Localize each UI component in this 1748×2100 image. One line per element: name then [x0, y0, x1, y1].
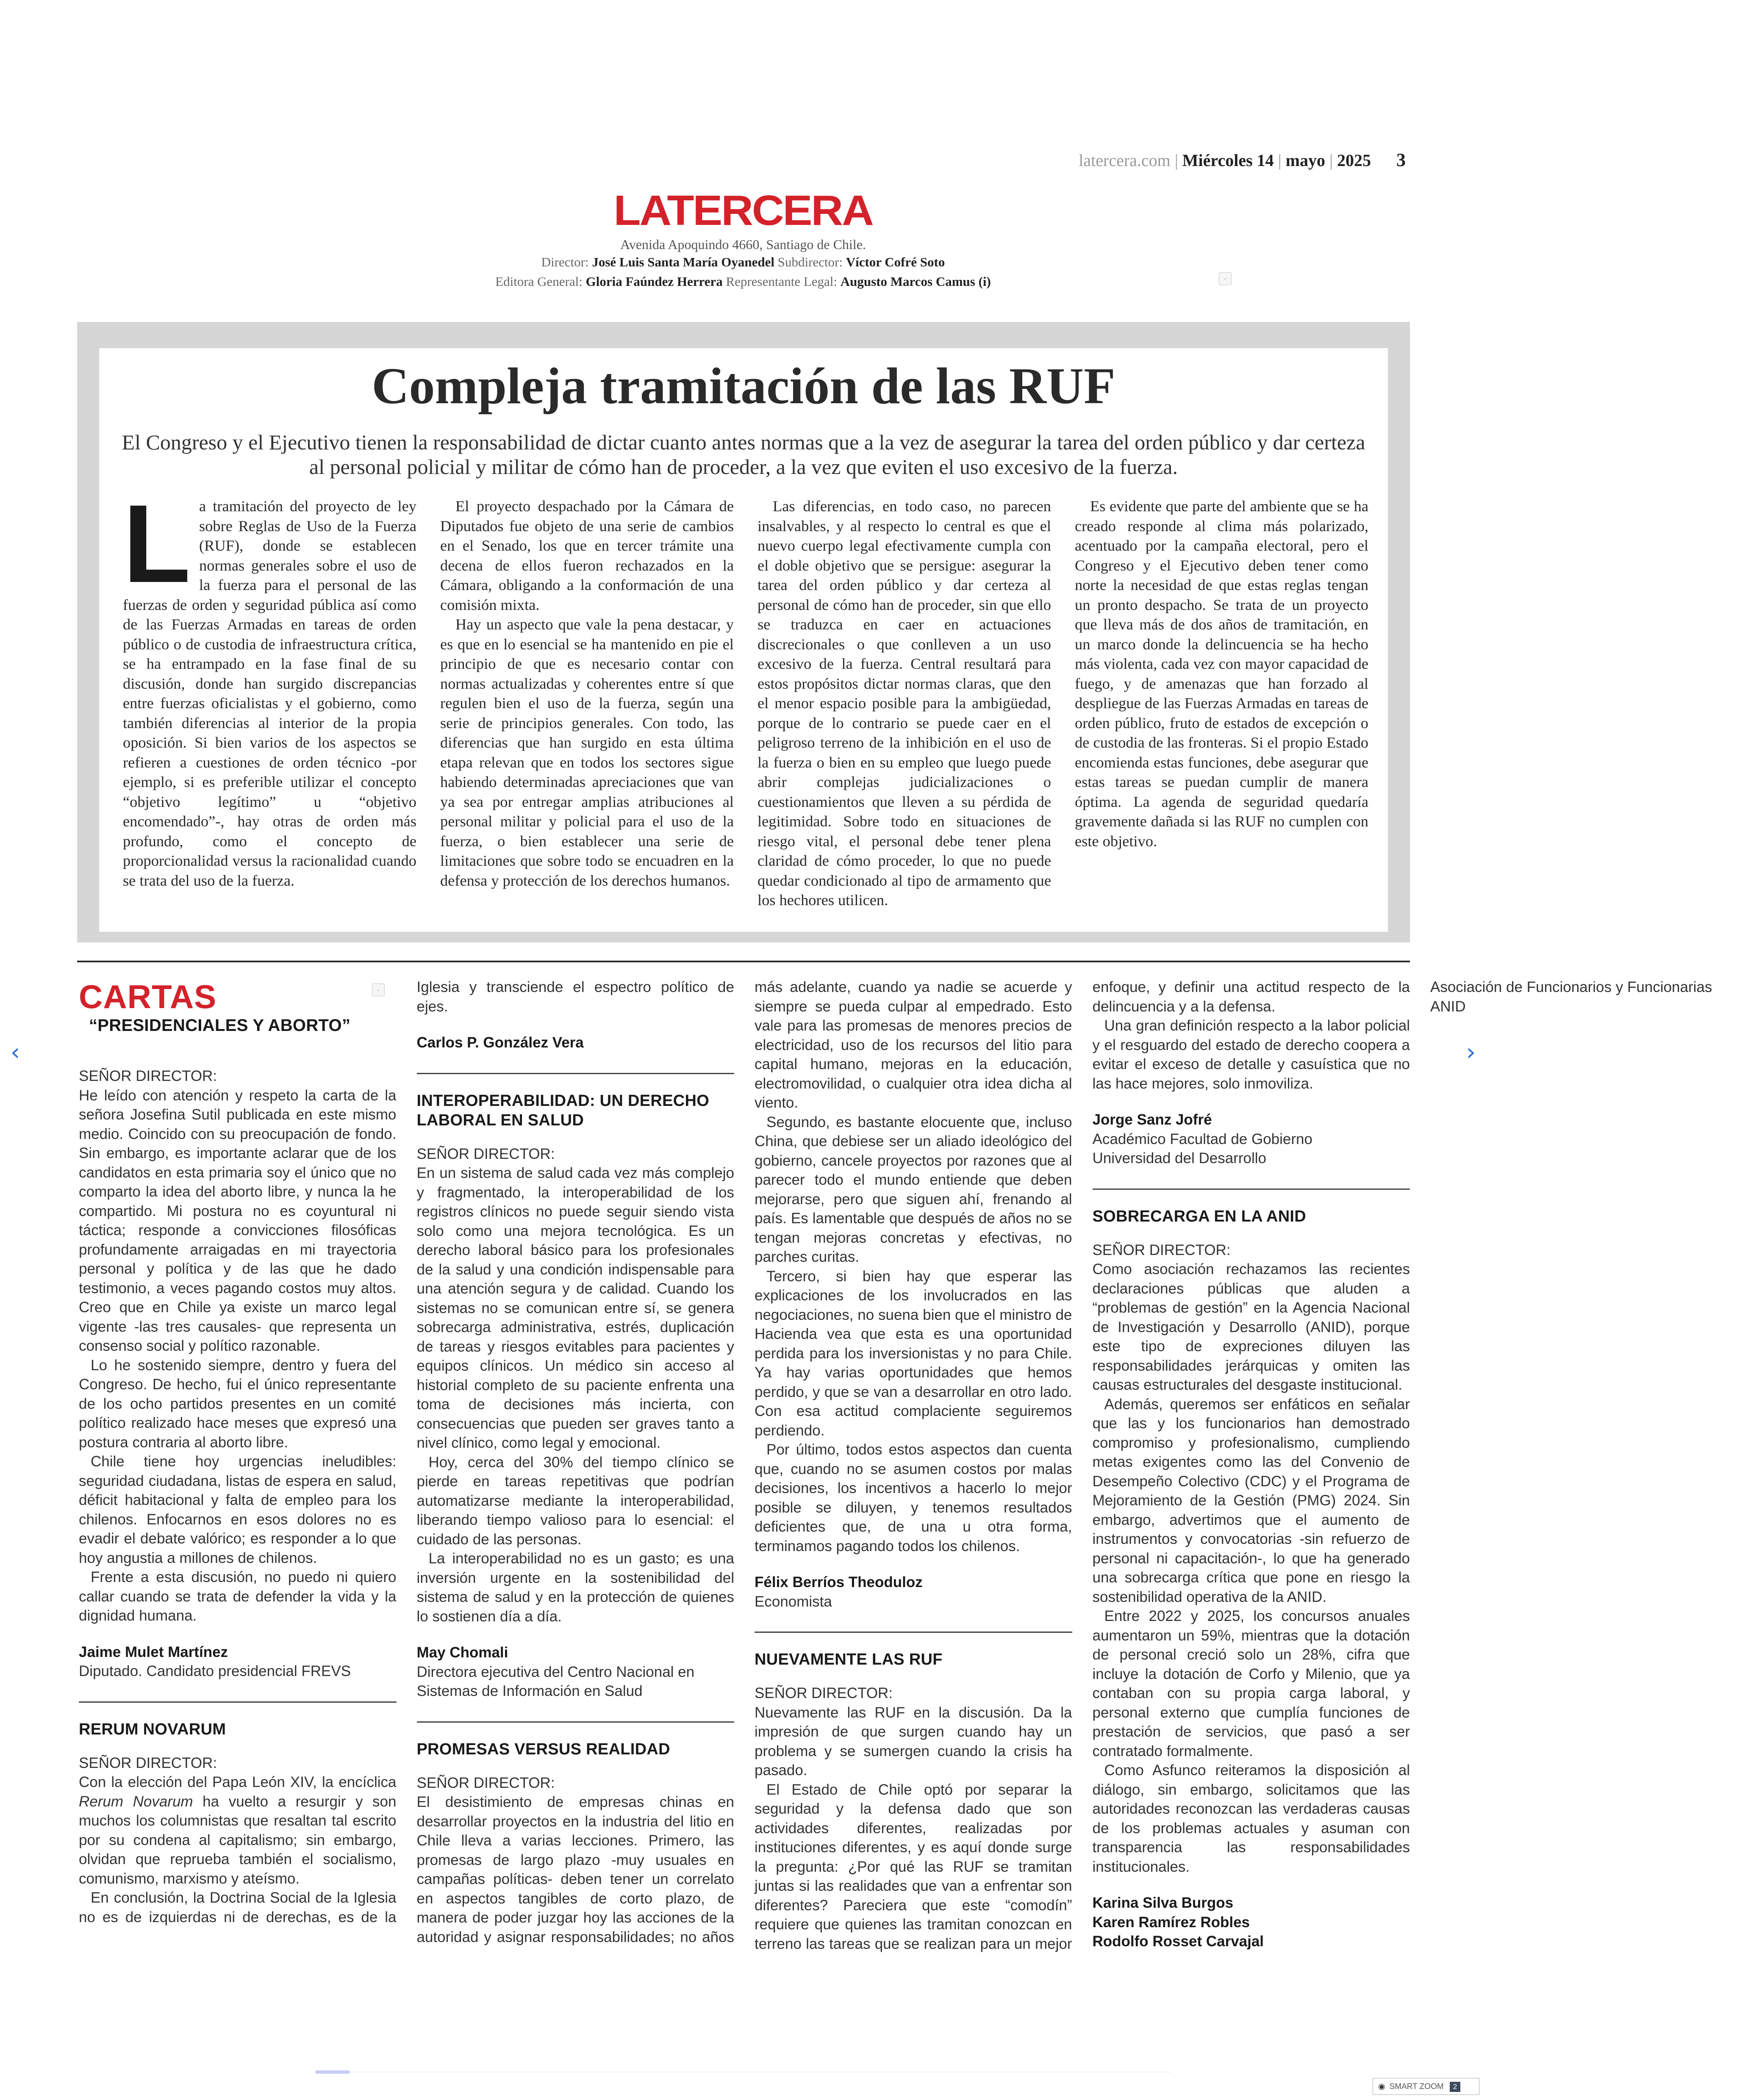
letter-paragraph: Además, queremos ser enfáticos en señalar que las y los funcionarios han demostrado compromiso y profesionalismo, cumpliendo metas exigentes como las del Convenio de Desempeño Colectivo (CDC) y el Programa de Mejoramiento de la Gestión (PMG) 2024. Sin embargo, advertimos que el aumento de instrumentos y convocatorias -sin refuerzo de personal ni capacitación-, lo que ha generado una sobrecarga crítica que pone en riesgo la sostenibilidad operativa de la ANID. [1092, 1396, 1410, 1605]
subdirector-name: Víctor Cofré Soto [846, 255, 945, 269]
letter-signature: Karina Silva Burgos [1092, 1895, 1234, 1911]
editorial-body [123, 482, 1368, 914]
letter-divider [417, 1721, 735, 1723]
letter-paragraph: Hoy, cerca del 30% del tiempo clínico se pierde en tareas repetitivas que podrían automatizarse mediante la interoperabilidad, liberando tiempo valioso para lo esencial: el cuidado de las personas. [416, 1454, 734, 1548]
letter-paragraph: Nuevamente las RUF en la discusión. Da la impresión de que surgen cuando hay un problema y se sumergen cuando la crisis ha pasado. [755, 1704, 1072, 1779]
smart-zoom-label: SMART ZOOM [1389, 2082, 1444, 2091]
letter-signature: Karen Ramírez Robles [1092, 1914, 1250, 1931]
letter-paragraph: Lo he sostenido siempre, dentro y fuera del Congreso. De hecho, fui el único representante de los ocho partidos presentes en un comité político realizado hace meses que expresó una postura contraria al aborto libre. [79, 1357, 397, 1451]
editorial-paragraph: La tramitación del proyecto de ley sobre Reglas de Uso de la Fuerza (RUF), donde se establecen normas generales sobre el uso de la fuerza para el personal de las fuerzas de orden y seguridad pública así como de las Fuerzas Armadas en tareas de orden público o de custodia de infraestructura crítica, se ha entrampado en la fase final de su discusión, donde han surgido discrepancias entre fuerzas oficialistas y el gobierno, como también diferencias al interior de la propia oposición. Si bien varios de los aspectos se refieren a cuestiones de orden técnico -por ejemplo, si es preferible utilizar el concepto “objetivo legítimo” u “objetivo encomendado”-, hay otras de orden más profundo, como el concepto de proporcionalidad versus la racionalidad cuando se trata del uso de la fuerza. [123, 482, 416, 889]
letter-paragraph: He leído con atención y respeto la carta de la señora Josefina Sutil publicada en este mismo medio. Coincido con su preocupación de fondo. Sin embargo, es importante aclarar que de los candidatos en esta primaria soy el único que no comparto la idea del aborto libre, y nunca la he compartido. Mi postura no es coyuntural ni táctica; responde a convicciones filosóficas profundamente arraigadas en mi trayectoria personal y política y de las que he dado testimonio, a veces pagando costos muy altos. Creo que en Chile ya existe un marco legal vigente -las tres causales- que representa un consenso social y político razonable. [79, 1087, 397, 1354]
folio-year: 2025 [1337, 151, 1371, 170]
newspaper-logo: LATERCERA [613, 187, 873, 234]
editorial-paragraph: Es evidente que parte del ambiente que se ha creado responde al clima más polarizado, acentuado por la campaña electoral, pero el Congreso y el Ejecutivo deben tener como norte la necesidad de que estas reglas tengan un pronto despacho. Se trata de un proyecto que lleva más de dos años de tramitación, en un marco donde la delincuencia se ha hecho más violenta, cada vez con mayor capacidad de fuego, y de amenazas que han forzado al despliegue de las Fuerzas Armadas en tareas de orden público, fruto de estados de excepción o de custodia de las fronteras. Si el propio Estado encomienda estas funciones, debe asegurar que estas tareas se puedan cumplir de manera óptima. La agenda de seguridad quedaría gravemente dañada si las RUF no cumplen con este objetivo. [1075, 498, 1368, 850]
letter-signer-role: Académico Facultad de Gobierno [1092, 1130, 1312, 1147]
section-title: CARTAS [79, 978, 217, 1015]
director-name: José Luis Santa María Oyanedel [592, 255, 774, 269]
editor-name: Gloria Faúndez Herrera [585, 274, 723, 289]
letter-salutation: SEÑOR DIRECTOR: [416, 1774, 555, 1791]
letter-divider [417, 1073, 735, 1074]
letter-paragraph: Como asociación rechazamos las recientes declaraciones públicas que aluden a “problemas de gestión” en la Agencia Nacional de Investigación y Desarrollo (ANID), porque este tipo de expreciones diluyen las responsabilidades jerárquicas y omiten las causas estructurales del desgaste institucional. [1092, 1261, 1410, 1393]
letter-paragraph: Chile tiene hoy urgencias ineludibles: seguridad ciudadana, listas de espera en salud, déficit habitacional y falta de empleo para los chilenos. Enfocarnos en esos dolores no es evadir el debate valórico; es responder a lo que hoy angustia a millones de chilenos. [79, 1453, 397, 1566]
staff-credits-line-2 [0, 272, 1486, 291]
letter-divider [1093, 1189, 1410, 1190]
letter-signer-role: Directora ejecutiva del Centro Nacional en Sistemas de Información en Salud [416, 1663, 695, 1699]
editorial-paragraph: Las diferencias, en todo caso, no parecen insalvables, y al respecto lo central es que el nuevo cuerpo legal efectivamente cumpla con el doble objetivo que se persigue: asegurar la tarea del orden público y dar certeza al personal de cómo han de proceder, sin que ello se traduzca en caer en actuaciones discrecionales o que conlleven a un uso excesivo de la fuerza. Central resultará para estos propósitos dictar normas claras, que den el menor espacio posible para la ambigüedad, porque de lo contrario se puede caer en el peligroso terreno de la inhibición en el uso de la fuerza o bien en su empleo que luego puede abrir complejas judicializaciones o cuestionamientos que lleven a su pérdida de legitimidad. Sobre todo en situaciones de riesgo vital, el personal debe tener plena claridad de cómo proceder, lo que no puede quedar condicionado al tipo de armamento que los hechores utilicen. [757, 498, 1051, 909]
smart-zoom-button[interactable] [1373, 2078, 1479, 2095]
page-indicator: 2 [1450, 2082, 1460, 2092]
letter-signature: Carlos P. González Vera [416, 1034, 584, 1051]
letter-paragraph: Entre 2022 y 2025, los concursos anuales aumentaron un 59%, mientras que la dotación de personal creció solo un 28%, cifra que incluye la dotación de Corfo y Milenio, que ya contaban con su propia carga laboral, y personal externo que cumplía funciones de prestación de servicios, que pasó a ser contratado formalmente. [1092, 1608, 1410, 1759]
eye-icon: ◉ [1378, 2082, 1385, 2091]
letter-paragraph: Frente a esta discusión, no puedo ni quiero callar cuando se trata de defender la vida y la dignidad humana. [79, 1569, 397, 1624]
masthead [0, 186, 1486, 291]
subdirector-label: Subdirector: [777, 255, 843, 269]
letter-paragraph: En un sistema de salud cada vez más complejo y fragmentado, la interoperabilidad de los registros clínicos no puede seguir siendo vista solo como una mejora tecnológica. Es un derecho laboral básico para los profesionales de la salud y una condición indispensable para una atención segura y de calidad. Cuando los sistemas no se comunican entre sí, se genera sobrecarga administrativa, estrés, duplicación de tareas y riesgos evitables para pacientes y equipos clínicos. Un médico sin acceso al historial completo de su paciente enfrenta una toma de decisiones más incierta, con consecuencias que pueden ser graves tanto a nivel clínico, como legal y emocional. [416, 1165, 734, 1451]
folio-month: mayo [1285, 151, 1325, 170]
letter-salutation: SEÑOR DIRECTOR: [79, 1068, 217, 1084]
site-name: latercera.com [1079, 151, 1171, 170]
letter-paragraph: Segundo, es bastante elocuente que, incluso China, que debiese ser un aliado ideológico del gobierno, cancele proyectos por razones que al parecer todo el mundo entiende que deben mejorarse, pero que siguen ahí, frenando al país. Es lamentable que después de años no se tengan mejoras concretas y efectivas, no parches curitas. [755, 1114, 1072, 1265]
letter-headline: NUEVAMENTE LAS RUF [755, 1651, 943, 1668]
letter-signer-role: Economista [755, 1593, 832, 1610]
letter-signature: May Chomali [416, 1644, 508, 1661]
letter-paragraph: Tercero, si bien hay que esperar las explicaciones de los involucrados en las negociaciones, no suena bien que el ministro de Hacienda vea que esta es una oportunidad perdida para los inversionistas y no para Chile. Ya hay varias oportunidades que hemos perdido, y que se van a desarrollar en otro lado. Con esa actitud complaciente seguiremos perdiendo. [755, 1268, 1072, 1439]
letter-paragraph: Con la elección del Papa León XIV, la encíclica Rerum Novarum ha vuelto a resurgir y son muchos los columnistas que resaltan tal escrito por su condena al capitalismo; sin embargo, olvidan que reprueba también el socialismo, comunismo, marxismo y ateísmo. [79, 1774, 397, 1887]
letter-paragraph: El Estado de Chile optó por separar la seguridad y la defensa dado que son actividades diferentes, realizadas por instituciones diferentes, y es aquí donde surge la pregunta: ¿Por qué las RUF se tramitan juntas si las realidades que van a enfrentar son diferentes? Pareciera que este “comodín” requiere que quienes las tramitan conozcan en terreno las tareas que se realizan para un mejor enfoque, y definir una actitud respecto de la delincuencia y a la defensa. [755, 979, 1410, 1952]
letter-signature: Rodolfo Rosset Carvajal [1092, 1933, 1264, 1950]
editorial-paragraph: Hay un aspecto que vale la pena destacar, y es que en lo esencial se ha mantenido en pie el principio de que es necesario contar con normas actualizadas y coherentes entre sí que regulen bien el uso de la fuerza, según una serie de principios generales. Con todo, las diferencias que han surgido en esta última etapa relevan que en todos los sectores sigue habiendo determinadas apreciaciones que van ya sea por entregar amplias atribuciones al personal militar y policial para el uso de la fuerza, o bien establecer una serie de limitaciones que sobre todo se encuadren en la defensa y protección de los derechos humanos. [440, 616, 734, 889]
letter-headline: INTEROPERABILIDAD: UN DERECHO LABORAL EN SALUD [416, 1092, 710, 1129]
article-link-icon[interactable]: ▫ [372, 984, 385, 996]
editorial-title: Compleja tramitación de las RUF [372, 357, 1115, 415]
letters-section [79, 978, 1712, 1964]
legal-rep-label: Representante Legal: [726, 274, 838, 289]
staff-credits-line-1 [0, 252, 1486, 272]
chevron-left-icon[interactable]: ‹ [10, 1039, 20, 1066]
letter-paragraph: Una gran definición respecto a la labor policial y el resguardo del estado de derecho coopera a evitar el exceso de detalle y casuística que no las hace mejores, solo inmoviliza. [1092, 1017, 1410, 1092]
letter-headline: PROMESAS VERSUS REALIDAD [416, 1740, 670, 1758]
director-label: Director: [541, 255, 589, 269]
drop-cap: L [123, 482, 191, 606]
letter-signer-role: Diputado. Candidato presidencial FREVS [79, 1663, 351, 1679]
letter-signer-role: Asociación de Funcionarios y Funcionarias ANID [1430, 979, 1712, 1015]
letter-salutation: SEÑOR DIRECTOR: [79, 1754, 217, 1771]
section-divider [77, 961, 1410, 962]
editorial-lead: El Congreso y el Ejecutivo tienen la responsabilidad de dictar cuanto antes normas que a la vez de asegurar la tarea del orden público y dar certeza al personal policial y militar de cómo han de proceder, a la vez que eviten el uso excesivo de la fuerza. [122, 430, 1365, 479]
newspaper-address: Avenida Apoquindo 4660, Santiago de Chile. [620, 237, 866, 252]
chevron-right-icon[interactable]: › [1466, 1039, 1476, 1066]
letter-signer-role: Universidad del Desarrollo [1092, 1150, 1266, 1166]
letter-signature: Jorge Sanz Jofré [1092, 1111, 1212, 1128]
letter-headline: “PRESIDENCIALES Y ABORTO” [89, 1016, 351, 1035]
letter-paragraph: El desistimiento de empresas chinas en desarrollar proyectos en la industria del litio en Chile lleva a varias lecciones. Primero, las promesas de largo plazo -muy usuales en campañas políticas- deben tener un correlato en aspectos tangibles de corto plazo, de manera de poder juzgar hoy las acciones de la autoridad y asignar responsabilidades; no años más adelante, cuando ya nadie se acuerde y siempre se pueda culpar al empedrado. Esto vale para las promesas de menores precios de electricidad, uso de los recursos del litio para capital humano, mejoras en la educación, electromovilidad, o cualquier otra idea dicha al viento. [416, 979, 1072, 1945]
article-link-icon[interactable]: ▫ [1219, 272, 1232, 285]
page-folio: latercera.com | Miércoles 14 | mayo | 2025 3 [1079, 150, 1406, 170]
page-number: 3 [1396, 150, 1406, 170]
letter-paragraph: La interoperabilidad no es un gasto; es una inversión urgente en la sostenibilidad del sistema de salud y en la protección de quienes lo sostienen día a día. [416, 1550, 734, 1625]
letter-paragraph: En conclusión, la Doctrina Social de la Iglesia no es de izquierdas ni de derechas, es de la Iglesia y transciende el espectro político de ejes. [79, 979, 734, 1925]
letter-divider [755, 1632, 1072, 1633]
editor-label: Editora General: [495, 274, 583, 289]
letter-paragraph: Como Asfunco reiteramos la disposición al diálogo, sin embargo, solicitamos que las autoridades reconozcan las verdaderas causas de los problemas actuales y asuman con transparencia las responsabilidades institucionales. [1092, 1762, 1410, 1875]
legal-rep-name: Augusto Marcos Camus (i) [840, 274, 991, 289]
letter-signature: Jaime Mulet Martínez [79, 1643, 228, 1660]
letter-signature: Félix Berríos Theoduloz [755, 1574, 923, 1590]
editorial-paragraph: El proyecto despachado por la Cámara de Diputados fue objeto de una serie de cambios en el Senado, los que en tercer trámite una decena de ellos fueron rechazados en la Cámara, obligando a la conformación de una comisión mixta. [440, 498, 734, 613]
letter-salutation: SEÑOR DIRECTOR: [1092, 1241, 1231, 1258]
letter-headline: SOBRECARGA EN LA ANID [1092, 1207, 1307, 1225]
letter-divider [79, 1701, 397, 1703]
letter-salutation: SEÑOR DIRECTOR: [755, 1685, 893, 1701]
page-progress-bar [316, 2070, 350, 2074]
letter-salutation: SEÑOR DIRECTOR: [416, 1145, 555, 1162]
letter-headline: RERUM NOVARUM [79, 1720, 226, 1738]
letter-paragraph: Por último, todos estos aspectos dan cuenta que, cuando no se asumen costos por malas decisiones, los incentivos a hacerlo lo mejor posible se diluyen, y tenemos resultados deficientes que, de una u otra forma, terminamos pagando todos los chilenos. [755, 1441, 1072, 1554]
folio-day: Miércoles 14 [1182, 151, 1274, 170]
